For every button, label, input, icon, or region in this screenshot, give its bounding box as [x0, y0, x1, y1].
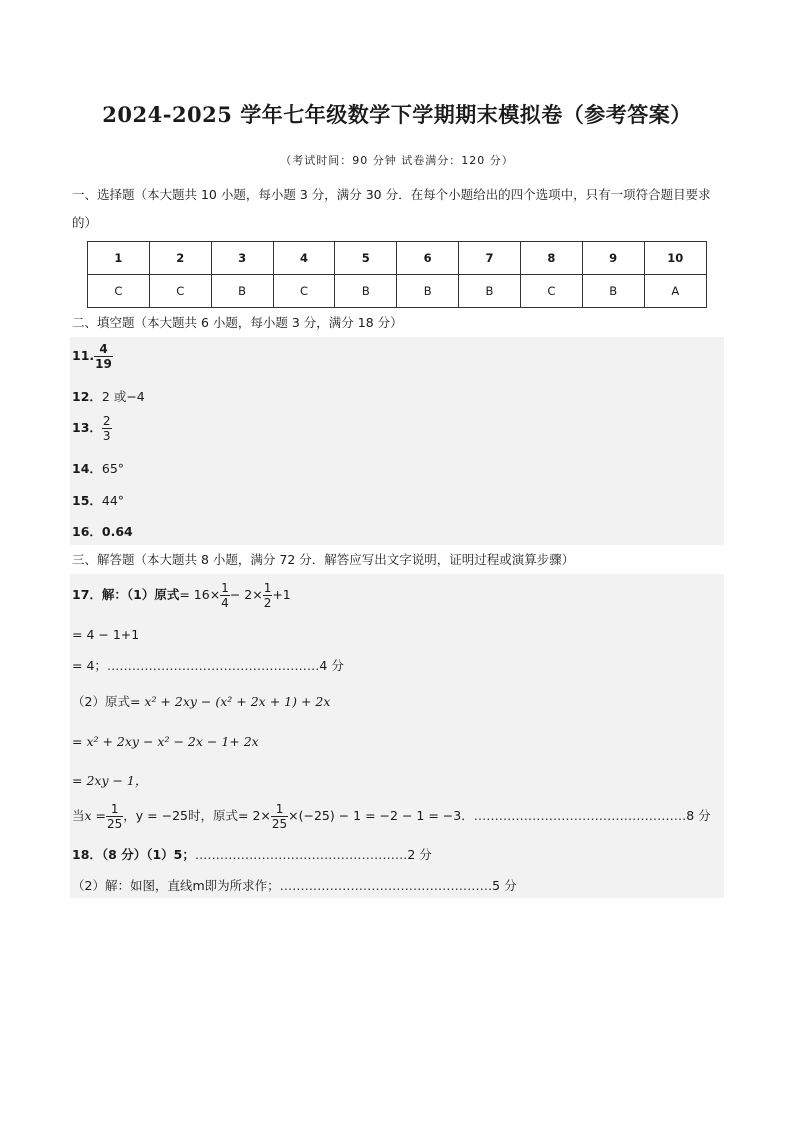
denominator: 25: [107, 817, 123, 831]
table-cell: C: [149, 275, 211, 308]
fraction: [263, 582, 273, 609]
fraction: [102, 415, 112, 442]
table-cell: 10: [644, 242, 706, 275]
answer-11: [72, 343, 113, 370]
expr: ×(−25) − 1 = −2 − 1 = −3．: [288, 808, 474, 823]
denominator: 2: [263, 596, 272, 610]
fraction: [271, 803, 288, 830]
answer-text: 2 或−4: [101, 389, 145, 404]
expr: = 2×: [238, 808, 271, 823]
leader-dots: ……………………………………………: [473, 808, 687, 823]
table-cell: 5: [335, 242, 397, 275]
question-number: 11.: [72, 348, 95, 363]
numerator: 1: [263, 581, 272, 595]
expr: − 2×: [229, 587, 263, 602]
answer-14: [72, 459, 124, 477]
table-cell: 1: [88, 242, 150, 275]
table-cell: 4: [273, 242, 335, 275]
leader-dots: ……………………………………………: [106, 658, 320, 673]
table-cell: B: [459, 275, 521, 308]
expr: ，y = −25时，原式: [123, 808, 238, 823]
part-lead: （2）原式: [72, 694, 130, 709]
answer-text: 0.64: [101, 524, 133, 539]
expr: = 4；: [72, 658, 107, 673]
numerator: 1: [106, 803, 123, 817]
q17-line-3: [72, 656, 344, 674]
leader-dots: ……………………………………………: [194, 847, 408, 862]
expr: +1: [272, 587, 291, 602]
q18-lead: 18．（8 分）（1）5；: [72, 847, 195, 862]
q17-line-6: = 2xy − 1，: [72, 773, 148, 788]
table-cell: B: [582, 275, 644, 308]
question-number: 12．: [72, 389, 102, 404]
answer-table-answers-row: [88, 275, 707, 308]
q17-line-1: [72, 582, 291, 609]
q18-line-1: [72, 845, 432, 863]
expr: 当: [72, 808, 85, 823]
expr: = x² + 2xy − (x² + 2x + 1) + 2x: [129, 694, 331, 709]
numerator: 4: [94, 343, 113, 357]
section-3-heading: 三、解答题（本大题共 8 小题，满分 72 分．解答应写出文字说明，证明过程或演算步骤）: [72, 552, 575, 567]
q17-line-2: = 4 − 1+1: [72, 627, 140, 642]
score: 5 分: [492, 878, 517, 893]
answer-15: [72, 491, 124, 509]
score: 8 分: [686, 808, 711, 823]
answer-text: 44°: [101, 493, 125, 508]
answer-table: [87, 241, 707, 308]
table-cell: B: [335, 275, 397, 308]
answer-table-numbers-row: [88, 242, 707, 275]
q17-lead: 17．解：（1）原式: [72, 587, 180, 602]
denominator: 4: [221, 596, 229, 610]
question-number: 15．: [72, 493, 102, 508]
expr: = 16×: [179, 587, 221, 602]
table-cell: 7: [459, 242, 521, 275]
question-number: 16．: [72, 524, 102, 539]
table-cell: C: [88, 275, 150, 308]
q18-line-2: [72, 876, 517, 894]
q17-line-7: [72, 803, 711, 830]
table-cell: 3: [211, 242, 273, 275]
denominator: 3: [102, 429, 111, 443]
q17-line-5: = x² + 2xy − x² − 2x − 1+ 2x: [72, 734, 259, 749]
denominator: 25: [271, 817, 288, 831]
score: 4 分: [319, 658, 344, 673]
table-cell: B: [397, 275, 459, 308]
answer-12: [72, 387, 145, 405]
answer-13: [72, 415, 112, 442]
q17-line-4: [72, 692, 330, 710]
section-2-heading: 二、填空题（本大题共 6 小题，每小题 3 分，满分 18 分）: [72, 315, 403, 330]
page-title: 2024-2025 学年七年级数学下学期期末模拟卷（参考答案）: [102, 102, 692, 127]
expr: （2）解：如图，直线m即为所求作；: [72, 878, 280, 893]
table-cell: A: [644, 275, 706, 308]
expr: x =: [84, 808, 107, 823]
numerator: 1: [221, 581, 229, 595]
denominator: 19: [95, 357, 112, 371]
question-number: 14．: [72, 461, 102, 476]
table-cell: 2: [149, 242, 211, 275]
table-cell: 8: [520, 242, 582, 275]
numerator: 1: [271, 803, 288, 817]
leader-dots: ……………………………………………: [279, 878, 493, 893]
fill-in-answers-block: [70, 337, 724, 545]
score: 2 分: [407, 847, 432, 862]
fraction: [220, 582, 230, 609]
fraction: [94, 343, 113, 370]
table-cell: C: [273, 275, 335, 308]
section-1-heading: 一、选择题（本大题共 10 小题，每小题 3 分，满分 30 分．在每个小题给出的四个选项中，只有一项符合题目要求的）: [72, 187, 711, 230]
table-cell: 6: [397, 242, 459, 275]
answer-text: 65°: [101, 461, 125, 476]
question-number: 13．: [72, 420, 102, 435]
exam-info: （考试时间：90 分钟 试卷满分：120 分）: [280, 154, 514, 167]
table-cell: C: [520, 275, 582, 308]
numerator: 2: [102, 414, 111, 428]
answer-16: [72, 522, 133, 540]
fraction: [106, 803, 123, 830]
table-cell: 9: [582, 242, 644, 275]
table-cell: B: [211, 275, 273, 308]
